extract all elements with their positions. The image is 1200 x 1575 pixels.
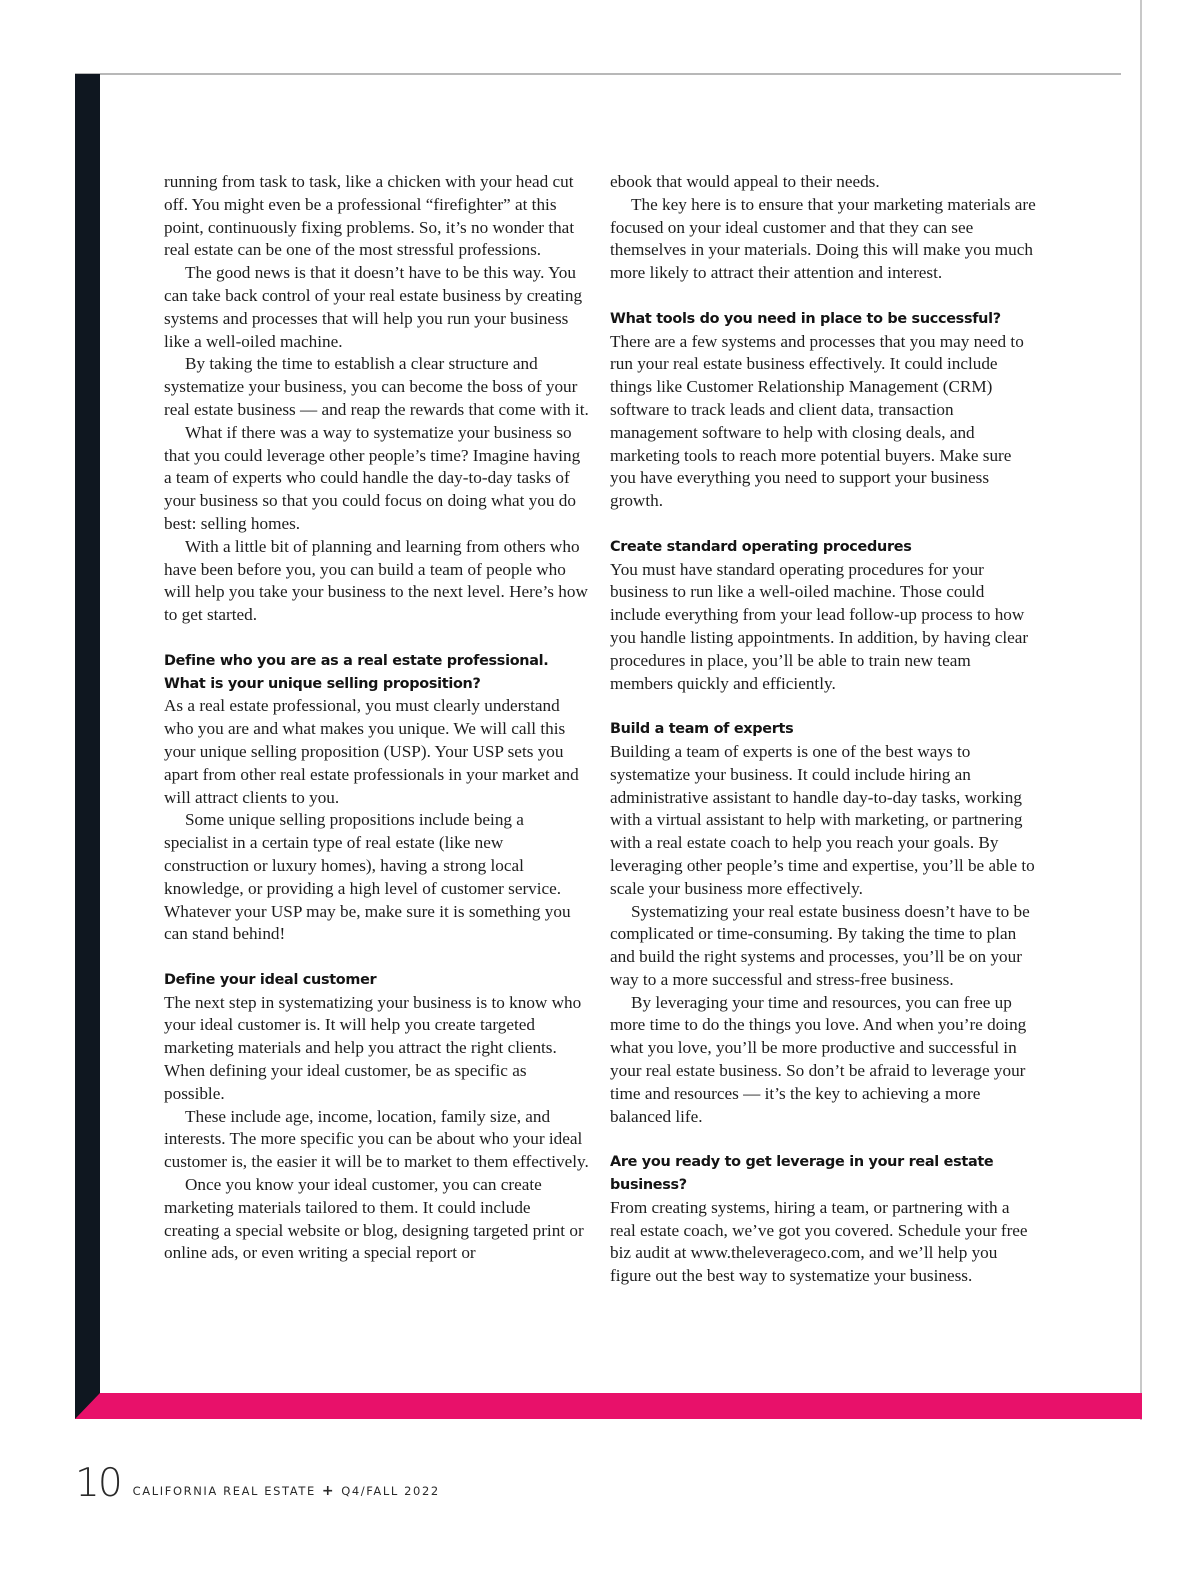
plus-icon: +: [321, 1483, 336, 1499]
page-edge-rule: [1140, 0, 1142, 1420]
section-heading: Build a team of experts: [610, 721, 794, 738]
body-paragraph: What if there was a way to systematize your business so that you could leverage other people’s time? Imagine having a team of experts who could handle the day-to-day tasks of your business so that you could focus on doing what you do best: selling homes.: [164, 422, 581, 533]
body-paragraph: ebook that would appeal to their needs.: [610, 172, 880, 191]
section-gap: [610, 513, 1036, 536]
left-accent-bar: [75, 74, 100, 1419]
body-paragraph: Building a team of experts is one of the best ways to systematize your business. It could include hiring an administrative assistant to handle day-to-day tasks, working with a virtual assistant to help with marketing, or partnering with a real estate coach to help you reach your goals. By leveraging other people’s time and expertise, you’ll be able to scale your business more effectively.: [610, 741, 1035, 898]
top-divider: [75, 73, 1121, 75]
issue-label: Q4/FALL 2022: [341, 1484, 440, 1498]
section-heading: Are you ready to get leverage in your real estate business?: [610, 1154, 994, 1194]
body-paragraph: With a little bit of planning and learning from others who have been before you, you can build a team of people who will help you take your business to the next level. Here’s how to get started.: [164, 536, 588, 625]
body-paragraph: From creating systems, hiring a team, or partnering with a real estate coach, we’ve got you covered. Schedule your free biz audit at www.theleverageco.com, and we’ll help you figure out the best way to systematize your business.: [610, 1197, 1028, 1286]
bottom-accent-band: [75, 1393, 1142, 1419]
body-paragraph: Some unique selling propositions include being a specialist in a certain type of real estate (like new construction or luxury homes), having a strong local knowledge, or providing a high level of customer service. Whatever your USP may be, make sure it is something you can stand behind!: [164, 810, 571, 944]
body-paragraph: The key here is to ensure that your marketing materials are focused on your ideal customer and that they can see themselves in your materials. Doing this will make you much more likely to attract their attention and interest.: [610, 194, 1036, 283]
section-gap: [610, 285, 1036, 308]
section-gap: [164, 946, 590, 969]
section-gap: [164, 627, 590, 650]
body-paragraph: There are a few systems and processes that you may need to run your real estate business effectively. It could include things like Customer Relationship Management (CRM) software to track leads and client data, transaction management software to help with closing deals, and marketing tools to reach more potential buyers. Make sure you have everything you need to support your business growth.: [610, 331, 1024, 511]
body-paragraph: By taking the time to establish a clear structure and systematize your business, you can become the boss of your real estate business — and reap the rewards that come with it.: [164, 354, 589, 419]
section-heading: What tools do you need in place to be successful?: [610, 310, 1001, 327]
article-column-left: [164, 171, 590, 1265]
body-paragraph: As a real estate professional, you must clearly understand who you are and what makes you unique. We will call this your unique selling proposition (USP). Your USP sets you apart from other real estate professionals in your market and will attract clients to you.: [164, 696, 579, 807]
article-column-right: [610, 171, 1036, 1288]
section-gap: [610, 695, 1036, 718]
section-heading: Define your ideal customer: [164, 971, 377, 988]
body-paragraph: You must have standard operating procedures for your business to run like a well-oiled machine. Those could include everything from your lead follow-up process to how you handle listing appointments. In addition, by having clear procedures in place, you’ll be able to train new team members quickly and efficiently.: [610, 559, 1029, 693]
section-heading: Define who you are as a real estate professional. What is your unique selling proposition?: [164, 652, 549, 692]
publication-title: CALIFORNIA REAL ESTATE: [132, 1484, 316, 1498]
publication-name: [133, 1483, 440, 1499]
body-paragraph: Systematizing your real estate business doesn’t have to be complicated or time-consuming. By taking the time to plan and build the right systems and processes, you’ll be on your way to a more successful and stress-free business.: [610, 901, 1030, 989]
body-paragraph: The good news is that it doesn’t have to be this way. You can take back control of your real estate business by creating systems and processes that will help you run your business like a well-oiled machine.: [164, 263, 583, 351]
body-paragraph: Once you know your ideal customer, you can create marketing materials tailored to them. It could include creating a special website or blog, designing targeted print or online ads, or even writing a special report or: [164, 1175, 584, 1263]
page-footer: [75, 1461, 440, 1506]
body-paragraph: These include age, income, location, family size, and interests. The more specific you can be about who your ideal customer is, the easier it will be to market to them effectively.: [164, 1106, 589, 1172]
section-heading: Create standard operating procedures: [610, 538, 912, 555]
body-paragraph: The next step in systematizing your business is to know who your ideal customer is. It will help you create targeted marketing materials and help you attract the right clients. When defining your ideal customer, be as specific as possible.: [164, 992, 582, 1103]
body-paragraph: By leveraging your time and resources, you can free up more time to do the things you love. And when you’re doing what you love, you’ll be more productive and successful in your real estate business. So don’t be afraid to leverage your time and resources — it’s the key to achieving a more balanced life.: [610, 992, 1027, 1126]
body-paragraph: running from task to task, like a chicken with your head cut off. You might even be a professional “firefighter” at this point, continuously fixing problems. So, it’s no wonder that real estate can be one of the most stressful professions.: [164, 172, 575, 260]
section-gap: [610, 1128, 1036, 1151]
page-number: 10: [75, 1461, 121, 1506]
